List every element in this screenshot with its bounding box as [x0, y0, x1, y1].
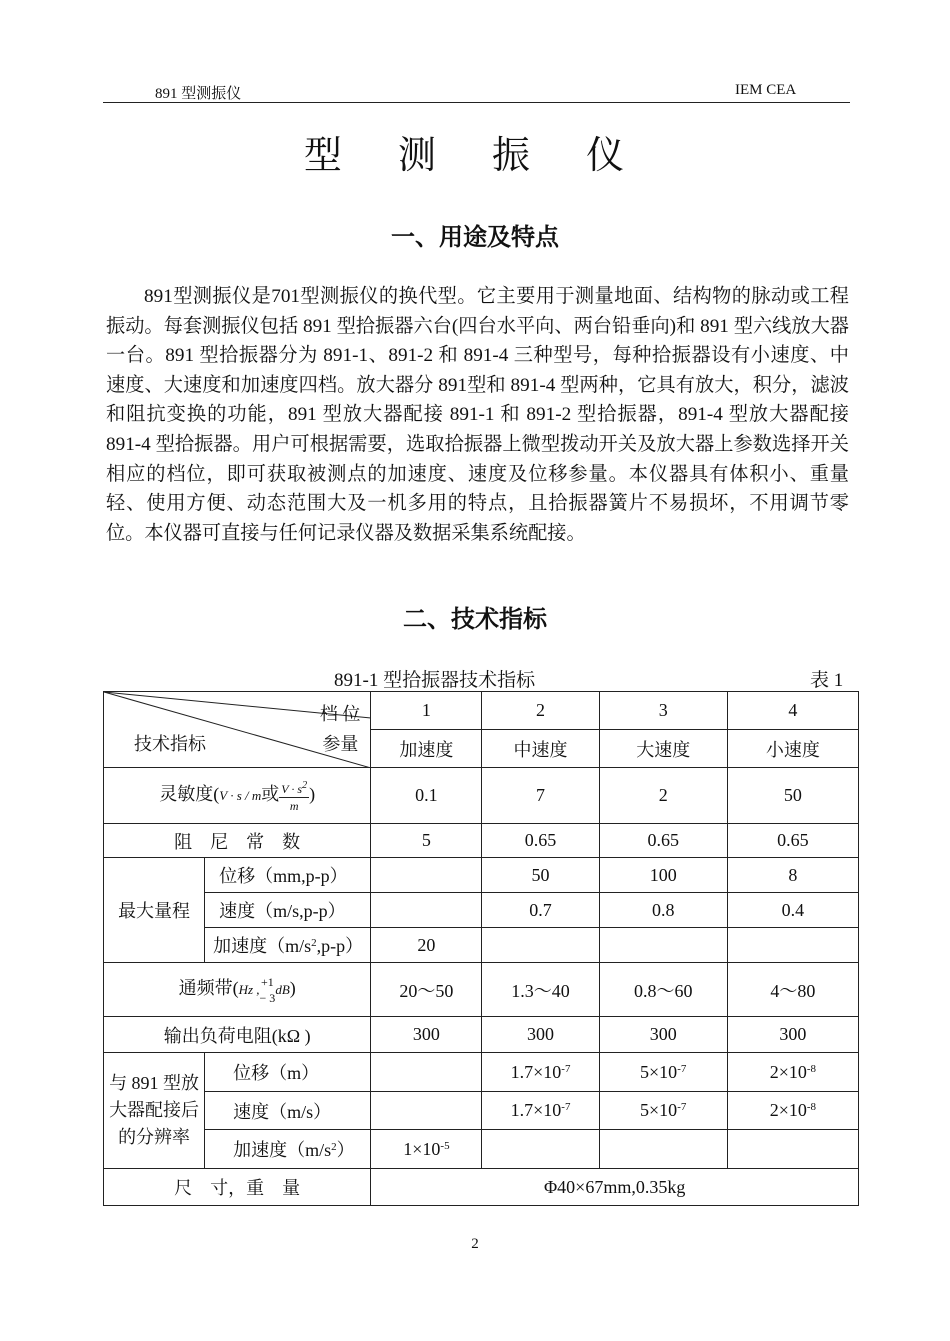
value-cell: 50 — [482, 858, 599, 893]
document-title: 型 测 振 仪 — [303, 133, 647, 177]
gear-cell: 4 — [727, 692, 858, 730]
value-cell: 300 — [482, 1017, 599, 1053]
value-cell: 0.8～60 — [599, 963, 727, 1017]
table-row — [104, 1169, 859, 1206]
mode-cell: 小速度 — [727, 730, 858, 768]
table-row — [104, 893, 859, 928]
header-left: 891 型测振仪 — [155, 86, 242, 102]
bandwidth-label: 通频带(Hz , +1 − 3 dB) — [104, 963, 371, 1017]
value-cell: 20 — [371, 928, 482, 963]
mode-cell: 大速度 — [599, 730, 727, 768]
value-cell: 100 — [599, 858, 727, 893]
sensitivity-fraction: $\frac{V \cdot s^2}{m}$ — [281, 779, 308, 813]
value-cell — [482, 928, 599, 963]
table-row — [104, 928, 859, 963]
value-cell: 7 — [482, 768, 599, 824]
section1-heading: 一、用途及特点 — [391, 223, 559, 251]
row-label: 加速度$(m/s^2,p-p)$ — [205, 928, 371, 963]
table-caption: 891-1 型拾振器技术指标 — [334, 670, 536, 691]
value-cell: 300 — [371, 1017, 482, 1053]
value-cell: 0.4 — [727, 893, 858, 928]
value-cell: 0.8 — [599, 893, 727, 928]
value-cell: 50 — [727, 768, 858, 824]
header-right: IEM CEA — [735, 82, 797, 98]
section1-body: 891型测振仪是701型测振仪的换代型。它主要用于测量地面、结构物的脉动或工程振动。每套测振仪包括 891 型拾振器六台(四台水平向、两台铅垂向)和 891 型六线放大器一台。891 型拾振器分为 891-1、891-2 和 891-4 三种型号，每种拾振器设有小速度、中速度、大速度和加速度四档。放大器分 891型和 891-4 型两种，它具有放大，积分，滤波和阻抗变换的功能，891 型放大器配接 891-1 和 891-2 型拾振器，891-4 型放大器配接 891-4 型拾振器。用户可根据需要，选取拾振器上微型拨动开关及放大器上参数选择开关相应的档位，即可获取被测点的加速度、速度及位移参量。本仪器具有体积小、重量轻、使用方便、动态范围大及一机多用的特点，且拾振器簧片不易损坏，不用调节零位。本仪器可直接与任何记录仪器及数据采集系统配接。 — [106, 286, 849, 544]
value-cell: $1.7\times 10^{-7}$ — [482, 1053, 599, 1092]
value-cell: 0.65 — [599, 824, 727, 858]
value-cell: 8 — [727, 858, 858, 893]
table-row — [104, 1092, 859, 1130]
row-label: 速度（m/s,p-p） — [205, 893, 371, 928]
value-cell — [371, 893, 482, 928]
value-cell: 0.65 — [727, 824, 858, 858]
resolution-label: 与 891 型放大器配接后的分辨率 — [104, 1053, 205, 1169]
mode-cell: 加速度 — [371, 730, 482, 768]
table-row — [104, 1130, 859, 1169]
value-cell — [371, 1053, 482, 1092]
value-cell: $2\times 10^{-8}$ — [727, 1053, 858, 1092]
value-cell — [727, 928, 858, 963]
value-cell: 0.1 — [371, 768, 482, 824]
corner-top-label: 档 位 — [319, 704, 361, 724]
value-cell: 0.7 — [482, 893, 599, 928]
table-row — [104, 692, 859, 730]
gear-cell: 3 — [599, 692, 727, 730]
table-row — [104, 768, 859, 824]
page-number: 2 — [471, 1236, 479, 1252]
table-row — [104, 858, 859, 893]
table-row — [104, 1053, 859, 1092]
value-cell: $1\times 10^{-5}$ — [371, 1130, 482, 1169]
table-label: 表 1 — [810, 670, 844, 691]
corner-cell — [104, 692, 371, 768]
value-cell: 300 — [727, 1017, 858, 1053]
max-range-label: 最大量程 — [104, 858, 205, 963]
gear-cell: 2 — [482, 692, 599, 730]
load-label: 输出负荷电阻(kΩ ) — [104, 1017, 371, 1053]
row-label: 位移（mm,p-p） — [205, 858, 371, 893]
corner-mid-label: 参量 — [322, 734, 359, 754]
value-cell — [371, 858, 482, 893]
value-cell: $5\times 10^{-7}$ — [599, 1092, 727, 1130]
size-value: Φ40×67mm,0.35kg — [371, 1169, 859, 1206]
value-cell: $2\times 10^{-8}$ — [727, 1092, 858, 1130]
table-row — [104, 824, 859, 858]
value-cell — [727, 1130, 858, 1169]
row-label: 加速度$(m/s^2)$ — [205, 1130, 371, 1169]
value-cell: 1.3～40 — [482, 963, 599, 1017]
value-cell: 20～50 — [371, 963, 482, 1017]
corner-left-label: 技术指标 — [134, 734, 206, 754]
bandwidth-limits: +1 − 3 — [259, 974, 276, 1005]
value-cell: 300 — [599, 1017, 727, 1053]
sensitivity-label: 灵敏度(V · s / m或 $\frac{V \cdot s^2}{m}$) — [104, 768, 371, 824]
value-cell — [371, 1092, 482, 1130]
value-cell: $1.7\times 10^{-7}$ — [482, 1092, 599, 1130]
table-row — [104, 1017, 859, 1053]
value-cell: 5 — [371, 824, 482, 858]
value-cell — [482, 1130, 599, 1169]
size-label: 尺 寸，重 量 — [104, 1169, 371, 1206]
value-cell: 4～80 — [727, 963, 858, 1017]
section2-heading: 二、技术指标 — [403, 605, 547, 633]
page-header — [103, 80, 850, 103]
mode-cell: 中速度 — [482, 730, 599, 768]
value-cell — [599, 1130, 727, 1169]
row-label: 位移（m） — [205, 1053, 371, 1092]
table-row — [104, 963, 859, 1017]
value-cell: 0.65 — [482, 824, 599, 858]
value-cell: 2 — [599, 768, 727, 824]
row-label: 速度（m/s） — [205, 1092, 371, 1130]
value-cell — [599, 928, 727, 963]
spec-table — [103, 691, 859, 1206]
damping-label: 阻 尼 常 数 — [104, 824, 371, 858]
value-cell: $5\times 10^{-7}$ — [599, 1053, 727, 1092]
gear-cell: 1 — [371, 692, 482, 730]
